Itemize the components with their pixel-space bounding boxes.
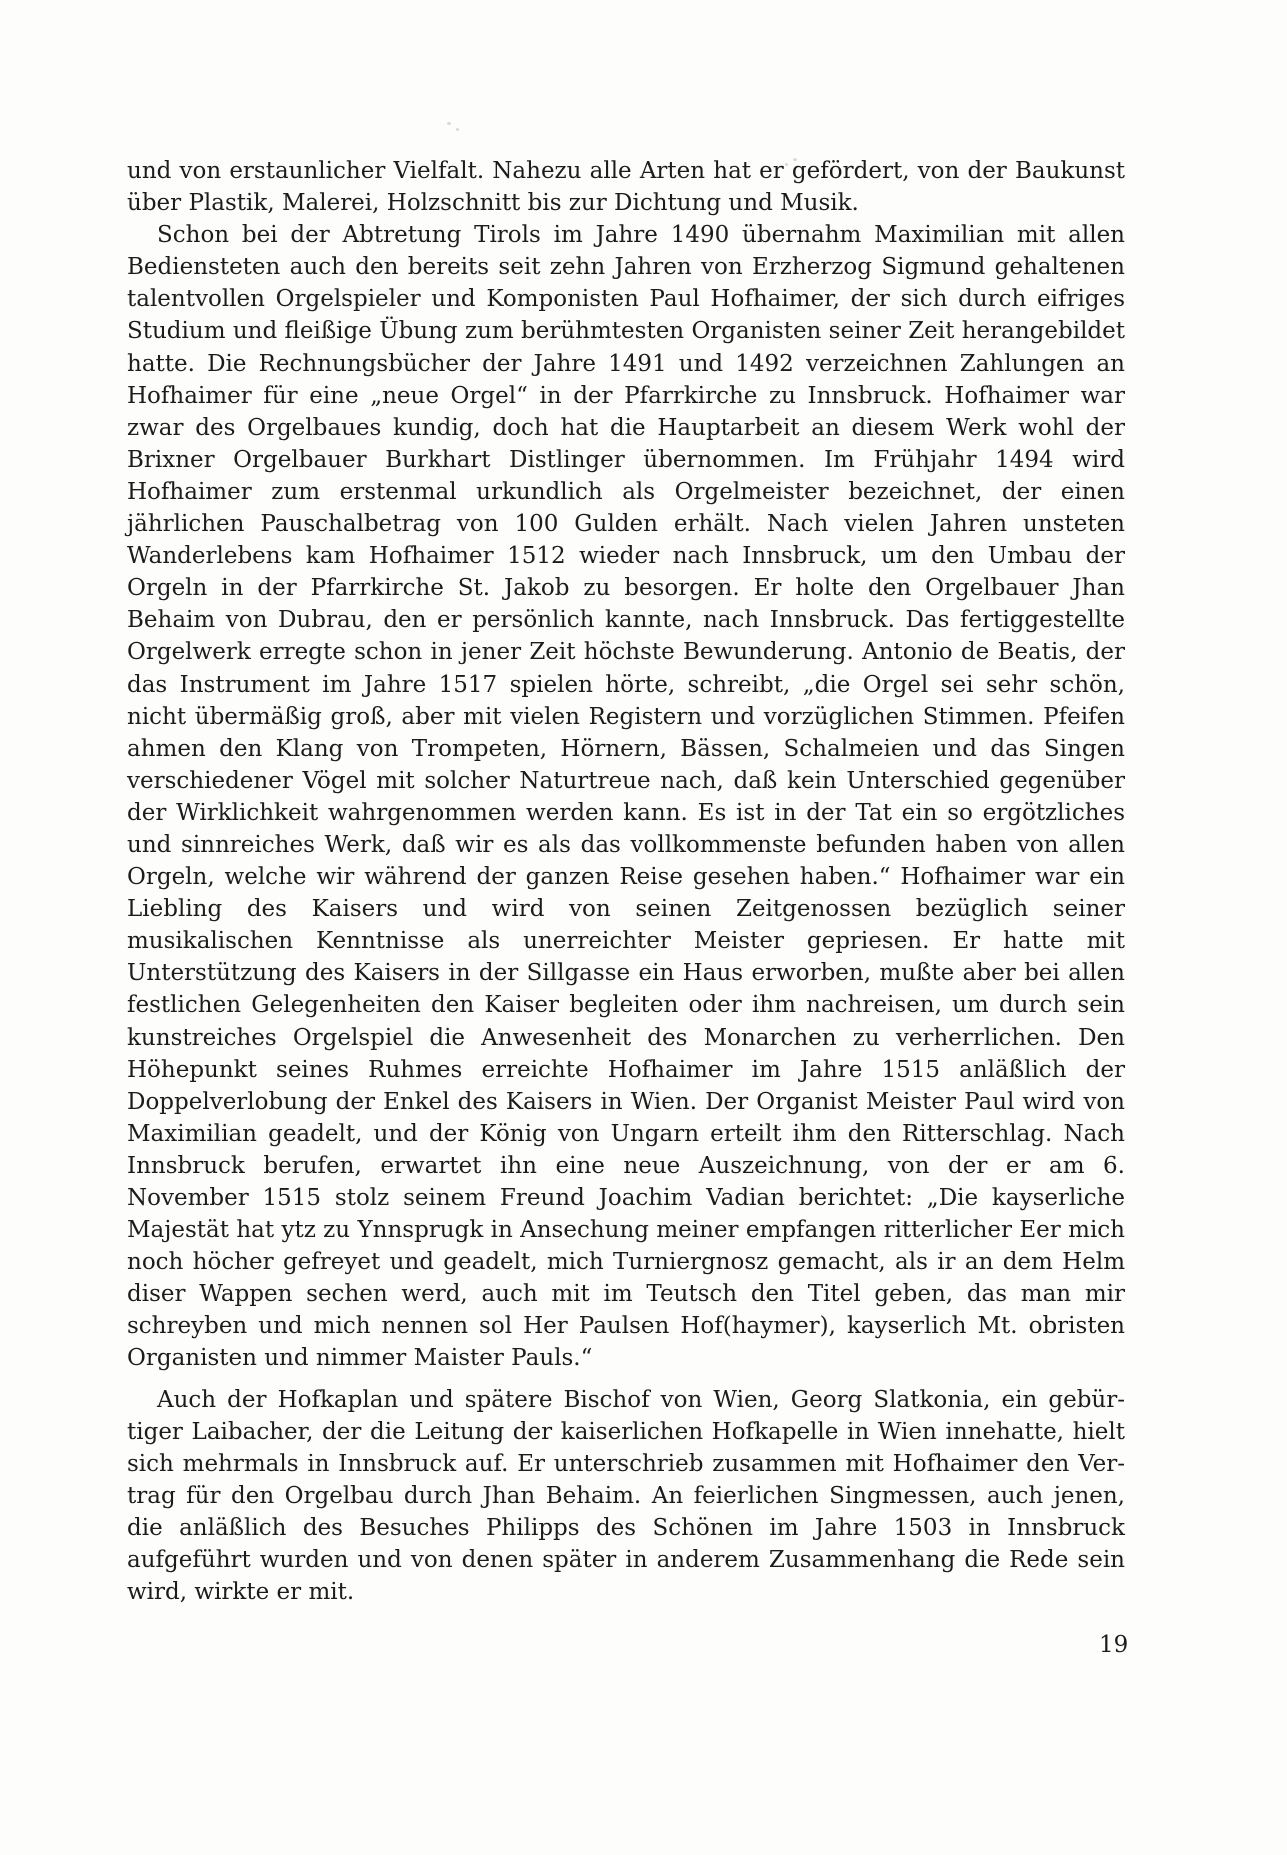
- body-text: [127, 155, 1125, 1608]
- print-speck: [456, 128, 459, 131]
- print-speck: [447, 122, 451, 125]
- paragraph: Auch der Hofkaplan und spätere Bischof von Wien, Georg Slatkonia, ein gebürtiger Laibacher, der die Leitung der kaiserlichen Hofkapelle in Wien innehatte, hielt sich mehrmals in Innsbruck auf. Er unterschrieb zusammen mit Hofhaimer den Vertrag für den Orgelbau durch Jhan Behaim. An feierlichen Singmessen, auch jenen, die anläßlich des Besuches Philipps des Schönen im Jahre 1503 in Innsbruck aufgeführt wurden und von denen später in anderem Zusammenhang die Rede sein wird, wirkte er mit.: [127, 1386, 1125, 1606]
- page-number: 19: [1099, 1632, 1129, 1658]
- paragraph: Schon bei der Abtretung Tirols im Jahre 1490 übernahm Maximilian mit allen Bediensteten auch den bereits seit zehn Jahren von Erzherzog Sigmund gehaltenen talentvollen Orgelspieler und Komponisten Paul Hofhaimer, der sich durch eifriges Studium und fleißige Übung zum berühmtesten Organisten seiner Zeit herangebildet hatte. Die Rechnungsbücher der Jahre 1491 und 1492 verzeichnen Zahlungen an Hofhaimer für eine „neue Orgel“ in der Pfarrkirche zu Innsbruck. Hofhaimer war zwar des Orgelbaues kundig, doch hat die Hauptarbeit an diesem Werk wohl der Brixner Orgelbauer Burkhart Distlinger übernommen. Im Frühjahr 1494 wird Hofhaimer zum erstenmal urkundlich als Orgelmeister bezeichnet, der einen jährlichen Pauschalbetrag von 100 Gulden erhält. Nach vielen Jahren unsteten Wanderlebens kam Hofhaimer 1512 wieder nach Innsbruck, um den Umbau der Orgeln in der Pfarrkirche St. Jakob zu besorgen. Er holte den Orgelbauer Jhan Behaim von Dubrau, den er persönlich kannte, nach Innsbruck. Das fertiggestellte Orgelwerk erregte schon in jener Zeit höchste Bewunderung. Antonio de Beatis, der das Instrument im Jahre 1517 spielen hörte, schreibt, „die Orgel sei sehr schön, nicht übermäßig groß, aber mit vielen Registern und vorzüglichen Stimmen. Pfeifen ahmen den Klang von Trompeten, Hörnern, Bässen, Schalmeien und das Singen verschiedener Vögel mit solcher Naturtreue nach, daß kein Unterschied gegenüber der Wirklichkeit wahrgenommen werden kann. Es ist in der Tat ein so ergötzliches und sinnreiches Werk, daß wir es als das vollkommenste befunden haben von allen Orgeln, welche wir während der ganzen Reise gesehen haben.“ Hofhaimer war ein Liebling des Kaisers und wird von seinen Zeitgenossen bezüglich seiner musikalischen Kenntnisse als unerreichter Meister gepriesen. Er hatte mit Unterstützung des Kaisers in der Sillgasse ein Haus erworben, mußte aber bei allen festlichen Gelegenheiten den Kaiser begleiten oder ihm nachreisen, um durch sein kunstreiches Orgelspiel die Anwesenheit des Monarchen zu verherrlichen. Den Höhepunkt seines Ruhmes erreichte Hofhaimer im Jahre 1515 anläßlich der Doppelverlobung der Enkel des Kaisers in Wien. Der Organist Meister Paul wird von Maximilian geadelt, und der König von Ungarn erteilt ihm den Ritterschlag. Nach Innsbruck berufen, erwartet ihn eine neue Auszeichnung, von der er am 6. November 1515 stolz seinem Freund Joachim Vadian berichtet: „Die kayserliche Majestät hat ytz zu Ynnsprugk in Ansechung meiner empfangen ritterlicher Eer mich noch höcher gefreyet und geadelt, mich Turniergnosz gemacht, als ir an dem Helm diser Wappen sechen werd, auch mit im Teutsch den Titel geben, das man mir schreyben und mich nennen sol Her Paulsen Hof(haymer), kayserlich Mt. obristen Organisten und nimmer Maister Pauls.“: [127, 222, 1125, 1372]
- paragraph: und von erstaunlicher Vielfalt. Nahezu alle Arten hat er gefördert, von der Baukunst über Plastik, Malerei, Holzschnitt bis zur Dichtung und Musik.: [127, 158, 1125, 217]
